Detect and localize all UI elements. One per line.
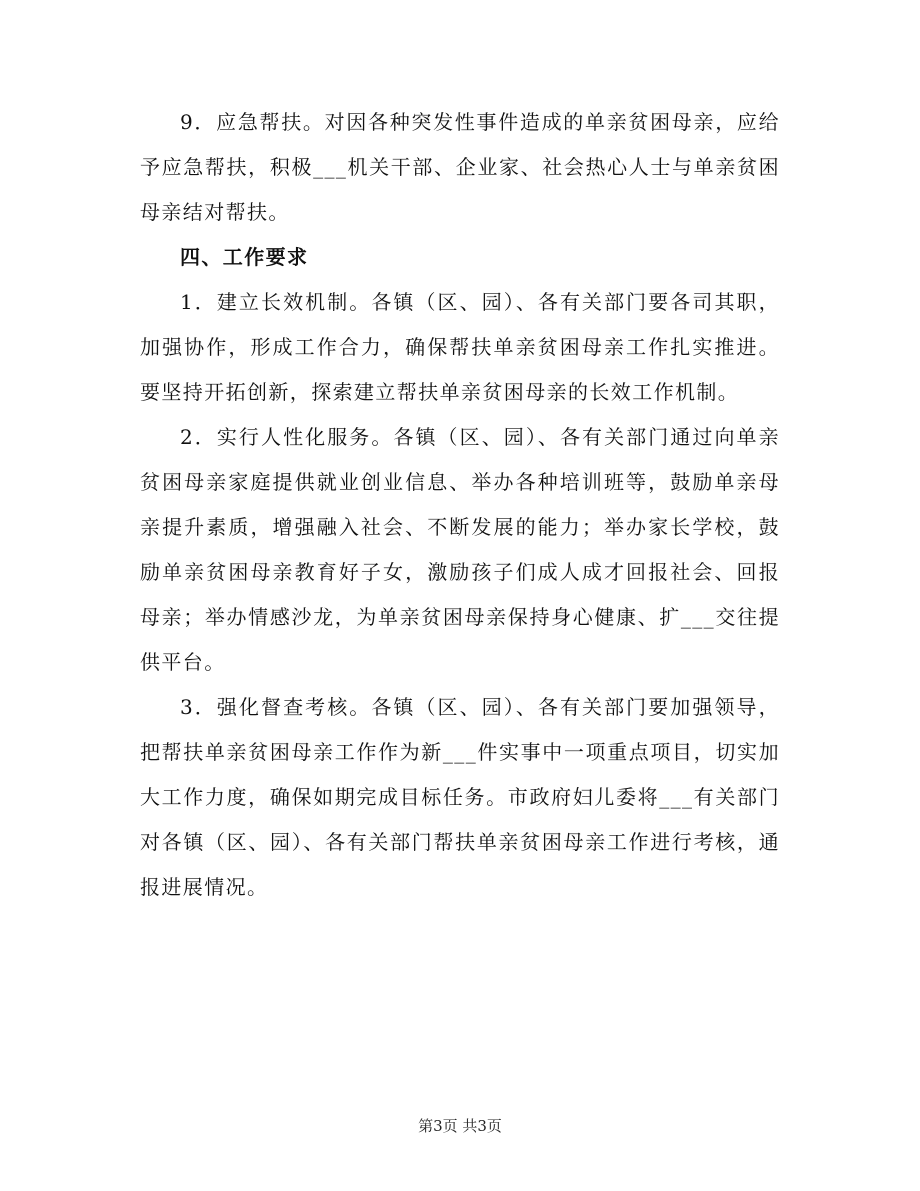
page-number-footer: 第3页 共3页 — [418, 1117, 502, 1135]
paragraph-emergency-aid: 9．应急帮扶。对因各种突发性事件造成的单亲贫困母亲，应给予应急帮扶，积极___机关干部、企业家、社会热心人士与单亲贫困母亲结对帮扶。 — [140, 110, 780, 224]
paragraph-long-term-mechanism: 1．建立长效机制。各镇（区、园）、各有关部门要各司其职，加强协作，形成工作合力，确保帮扶单亲贫困母亲工作扎实推进。要坚持开拓创新，探索建立帮扶单亲贫困母亲的长效工作机制。 — [140, 290, 780, 404]
paragraph-humanized-service: 2．实行人性化服务。各镇（区、园）、各有关部门通过向单亲贫困母亲家庭提供就业创业信息、举办各种培训班等，鼓励单亲母亲提升素质，增强融入社会、不断发展的能力；举办家长学校，鼓励单亲贫困母亲教育好子女，激励孩子们成人成才回报社会、回报母亲；举办情感沙龙，为单亲贫困母亲保持身心健康、扩___交往提供平台。 — [140, 425, 780, 674]
document-body — [140, 100, 780, 910]
section-heading-work-requirements: 四、工作要求 — [180, 245, 309, 269]
paragraph-supervision-assessment: 3．强化督查考核。各镇（区、园）、各有关部门要加强领导，把帮扶单亲贫困母亲工作作为新___件实事中一项重点项目，切实加大工作力度，确保如期完成目标任务。市政府妇儿委将___有关部门对各镇（区、园）、各有关部门帮扶单亲贫困母亲工作进行考核，通报进展情况。 — [140, 695, 780, 899]
